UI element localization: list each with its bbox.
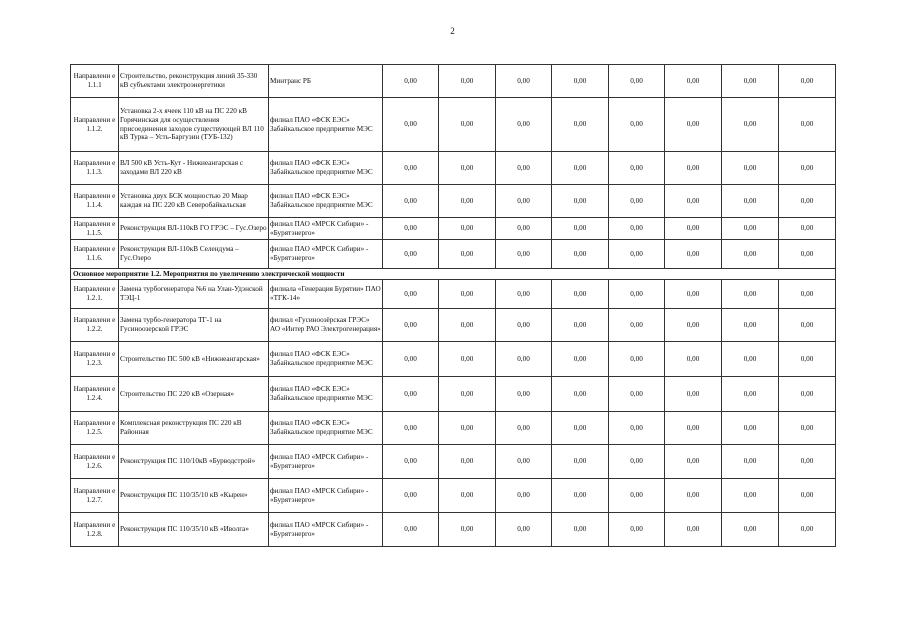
value-cell: 0,00 (609, 280, 665, 309)
value-cell: 0,00 (552, 445, 609, 479)
value-cell: 0,00 (552, 65, 609, 98)
value-cell: 0,00 (439, 65, 496, 98)
value-cell: 0,00 (496, 280, 552, 309)
value-cell: 0,00 (439, 342, 496, 377)
value-cell: 0,00 (665, 185, 722, 218)
value-cell: 0,00 (609, 185, 665, 218)
value-cell: 0,00 (439, 309, 496, 342)
value-cell: 0,00 (665, 280, 722, 309)
value-cell: 0,00 (722, 152, 779, 185)
value-cell: 0,00 (609, 513, 665, 547)
value-cell: 0,00 (439, 152, 496, 185)
value-cell: 0,00 (552, 218, 609, 240)
value-cell: 0,00 (496, 479, 552, 513)
value-cell: 0,00 (722, 185, 779, 218)
value-cell: 0,00 (383, 152, 439, 185)
value-cell: 0,00 (609, 377, 665, 412)
value-cell: 0,00 (665, 98, 722, 152)
value-cell: 0,00 (722, 65, 779, 98)
value-cell: 0,00 (779, 513, 836, 547)
value-cell: 0,00 (383, 445, 439, 479)
value-cell: 0,00 (779, 445, 836, 479)
value-cell: 0,00 (779, 98, 836, 152)
table-row (71, 185, 836, 218)
table-row (71, 309, 836, 342)
measure-name-cell: Замена турбогенератора №6 на Улан-Удэнской ТЭЦ-1 (119, 280, 269, 309)
value-cell: 0,00 (496, 65, 552, 98)
value-cell: 0,00 (383, 218, 439, 240)
value-cell: 0,00 (779, 377, 836, 412)
value-cell: 0,00 (609, 445, 665, 479)
measure-name-cell: Реконструкция ВЛ-110кВ ГО ГРЭС – Гус.Озеро (119, 218, 269, 240)
value-cell: 0,00 (383, 412, 439, 445)
executor-cell: Минтранс РБ (269, 65, 383, 98)
value-cell: 0,00 (779, 152, 836, 185)
value-cell: 0,00 (779, 479, 836, 513)
value-cell: 0,00 (722, 309, 779, 342)
executor-cell: филиал ПАО «ФСК ЕЭС» Забайкальское предприятие МЭС (269, 185, 383, 218)
value-cell: 0,00 (779, 240, 836, 269)
value-cell: 0,00 (439, 185, 496, 218)
value-cell: 0,00 (665, 218, 722, 240)
measure-name-cell: Реконструкция ПС 110/35/10 кВ «Кырен» (119, 479, 269, 513)
value-cell: 0,00 (609, 342, 665, 377)
value-cell: 0,00 (439, 412, 496, 445)
value-cell: 0,00 (609, 65, 665, 98)
direction-code-cell: Направлени е 1.1.4. (71, 185, 119, 218)
table-row (71, 479, 836, 513)
executor-cell: филиал ПАО «МРСК Сибири» - «Бурятэнерго» (269, 479, 383, 513)
table-row (71, 280, 836, 309)
value-cell: 0,00 (665, 65, 722, 98)
executor-cell: филиал ПАО «ФСК ЕЭС» Забайкальское предприятие МЭС (269, 98, 383, 152)
table-row (71, 65, 836, 98)
value-cell: 0,00 (722, 445, 779, 479)
value-cell: 0,00 (552, 240, 609, 269)
value-cell: 0,00 (665, 240, 722, 269)
table-row (71, 240, 836, 269)
value-cell: 0,00 (665, 445, 722, 479)
value-cell: 0,00 (383, 309, 439, 342)
value-cell: 0,00 (439, 98, 496, 152)
value-cell: 0,00 (665, 479, 722, 513)
value-cell: 0,00 (383, 513, 439, 547)
value-cell: 0,00 (552, 98, 609, 152)
value-cell: 0,00 (722, 479, 779, 513)
direction-code-cell: Направлени е 1.1.2. (71, 98, 119, 152)
executor-cell: филиал ПАО «МРСК Сибири» - «Бурятэнерго» (269, 445, 383, 479)
table-row (71, 152, 836, 185)
measure-name-cell: Установка 2-х ячеек 110 кВ на ПС 220 кВ Горячинская для осуществления присоединения заходов существующей ВЛ 110 кВ Турка – Усть-Баргузин (ТУБ-132) (119, 98, 269, 152)
value-cell: 0,00 (552, 152, 609, 185)
executor-cell: филиал ПАО «ФСК ЕЭС» Забайкальское предприятие МЭС (269, 342, 383, 377)
value-cell: 0,00 (496, 342, 552, 377)
direction-code-cell: Направлени е 1.1.6. (71, 240, 119, 269)
value-cell: 0,00 (665, 152, 722, 185)
value-cell: 0,00 (383, 240, 439, 269)
direction-code-cell: Направлени е 1.2.3. (71, 342, 119, 377)
value-cell: 0,00 (496, 218, 552, 240)
value-cell: 0,00 (722, 342, 779, 377)
value-cell: 0,00 (722, 240, 779, 269)
table-row (71, 377, 836, 412)
value-cell: 0,00 (779, 185, 836, 218)
executor-cell: филиал ПАО «МРСК Сибири» - «Бурятэнерго» (269, 240, 383, 269)
measure-name-cell: Установка двух БСК мощностью 20 Мвар каждая на ПС 220 кВ Северобайкальская (119, 185, 269, 218)
value-cell: 0,00 (496, 152, 552, 185)
direction-code-cell: Направлени е 1.1.3. (71, 152, 119, 185)
value-cell: 0,00 (439, 377, 496, 412)
value-cell: 0,00 (439, 479, 496, 513)
value-cell: 0,00 (609, 412, 665, 445)
value-cell: 0,00 (779, 412, 836, 445)
value-cell: 0,00 (722, 513, 779, 547)
value-cell: 0,00 (609, 152, 665, 185)
value-cell: 0,00 (552, 513, 609, 547)
measure-name-cell: Строительство ПС 220 кВ «Озерная» (119, 377, 269, 412)
value-cell: 0,00 (439, 513, 496, 547)
value-cell: 0,00 (439, 445, 496, 479)
value-cell: 0,00 (665, 412, 722, 445)
measure-name-cell: Строительство, реконструкция линий 35-330 кВ субъектами электроэнергетики (119, 65, 269, 98)
value-cell: 0,00 (496, 445, 552, 479)
measure-name-cell: Строительство ПС 500 кВ «Нижнеангарская» (119, 342, 269, 377)
value-cell: 0,00 (609, 479, 665, 513)
direction-code-cell: Направлени е 1.2.4. (71, 377, 119, 412)
measure-name-cell: Реконструкция ПС 110/10кВ «Бурводстрой» (119, 445, 269, 479)
measure-name-cell: Реконструкция ПС 110/35/10 кВ «Иволга» (119, 513, 269, 547)
value-cell: 0,00 (383, 98, 439, 152)
direction-code-cell: Направлени е 1.1.5. (71, 218, 119, 240)
value-cell: 0,00 (609, 218, 665, 240)
value-cell: 0,00 (383, 280, 439, 309)
value-cell: 0,00 (779, 65, 836, 98)
value-cell: 0,00 (665, 309, 722, 342)
value-cell: 0,00 (496, 412, 552, 445)
value-cell: 0,00 (383, 479, 439, 513)
executor-cell: филиала «Генерация Бурятии» ПАО «ТГК-14» (269, 280, 383, 309)
value-cell: 0,00 (383, 65, 439, 98)
page-number: 2 (450, 26, 455, 36)
value-cell: 0,00 (383, 342, 439, 377)
table-row (71, 98, 836, 152)
value-cell: 0,00 (552, 342, 609, 377)
table-row (71, 513, 836, 547)
direction-code-cell: Направлени е 1.2.8. (71, 513, 119, 547)
value-cell: 0,00 (609, 240, 665, 269)
direction-code-cell: Направлени е 1.2.7. (71, 479, 119, 513)
measures-table (70, 64, 836, 547)
value-cell: 0,00 (552, 479, 609, 513)
executor-cell: филиал ПАО «ФСК ЕЭС» Забайкальское предприятие МЭС (269, 412, 383, 445)
executor-cell: филиал ПАО «ФСК ЕЭС» Забайкальское предприятие МЭС (269, 152, 383, 185)
value-cell: 0,00 (439, 280, 496, 309)
value-cell: 0,00 (552, 185, 609, 218)
value-cell: 0,00 (383, 377, 439, 412)
measure-name-cell: Комплексная реконструкция ПС 220 кВ Районная (119, 412, 269, 445)
value-cell: 0,00 (383, 185, 439, 218)
value-cell: 0,00 (722, 98, 779, 152)
value-cell: 0,00 (609, 98, 665, 152)
value-cell: 0,00 (496, 98, 552, 152)
executor-cell: филиал ПАО «МРСК Сибири» - «Бурятэнерго» (269, 218, 383, 240)
section-title: Основное мероприятие 1.2. Мероприятия по увеличению электрической мощности (71, 269, 836, 280)
executor-cell: филиал ПАО «МРСК Сибири» - «Бурятэнерго» (269, 513, 383, 547)
value-cell: 0,00 (665, 513, 722, 547)
value-cell: 0,00 (439, 218, 496, 240)
value-cell: 0,00 (665, 342, 722, 377)
executor-cell: филиал «Гусиноозёрская ГРЭС» АО «Интер РАО Электрогенерация» (269, 309, 383, 342)
section-row (71, 269, 836, 280)
value-cell: 0,00 (779, 342, 836, 377)
table-row (71, 342, 836, 377)
value-cell: 0,00 (552, 412, 609, 445)
direction-code-cell: Направлени е 1.1.1 (71, 65, 119, 98)
value-cell: 0,00 (496, 377, 552, 412)
value-cell: 0,00 (779, 218, 836, 240)
value-cell: 0,00 (665, 377, 722, 412)
table-row (71, 218, 836, 240)
executor-cell: филиал ПАО «ФСК ЕЭС» Забайкальское предприятие МЭС (269, 377, 383, 412)
value-cell: 0,00 (552, 377, 609, 412)
value-cell: 0,00 (722, 412, 779, 445)
value-cell: 0,00 (496, 240, 552, 269)
value-cell: 0,00 (496, 513, 552, 547)
value-cell: 0,00 (722, 218, 779, 240)
value-cell: 0,00 (496, 309, 552, 342)
direction-code-cell: Направлени е 1.2.6. (71, 445, 119, 479)
value-cell: 0,00 (779, 280, 836, 309)
measure-name-cell: Реконструкция ВЛ-110кВ Селендума – Гус.Озеро (119, 240, 269, 269)
table-row (71, 445, 836, 479)
value-cell: 0,00 (496, 185, 552, 218)
measure-name-cell: ВЛ 500 кВ Усть-Кут - Нижнеангарская с заходами ВЛ 220 кВ (119, 152, 269, 185)
value-cell: 0,00 (722, 377, 779, 412)
direction-code-cell: Направлени е 1.2.2. (71, 309, 119, 342)
value-cell: 0,00 (609, 309, 665, 342)
value-cell: 0,00 (552, 280, 609, 309)
direction-code-cell: Направлени е 1.2.1. (71, 280, 119, 309)
direction-code-cell: Направлени е 1.2.5. (71, 412, 119, 445)
value-cell: 0,00 (439, 240, 496, 269)
value-cell: 0,00 (552, 309, 609, 342)
measure-name-cell: Замена турбо-генератора ТГ-1 на Гусиноозерской ГРЭС (119, 309, 269, 342)
value-cell: 0,00 (779, 309, 836, 342)
value-cell: 0,00 (722, 280, 779, 309)
table-row (71, 412, 836, 445)
